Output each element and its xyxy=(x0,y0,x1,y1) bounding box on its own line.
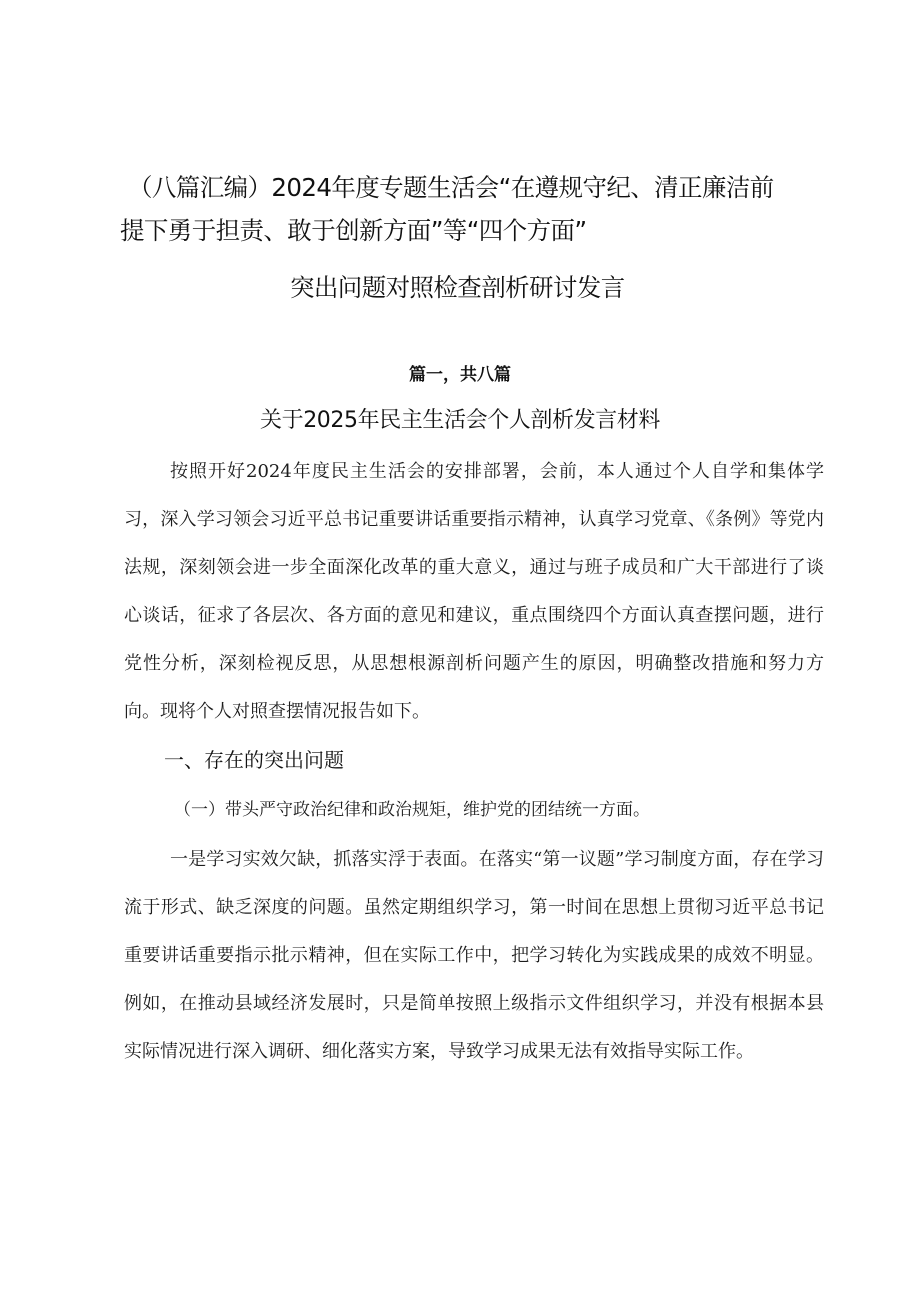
intro-paragraph: 按照开好2024年度民主生活会的安排部署，会前，本人通过个人自学和集体学习，深入学习领会习近平总书记重要讲话重要指示精神，认真学习党章、《条例》等党内法规，深刻领会进一步全面深化改革的重大意义，通过与班子成员和广大干部进行了谈心谈话，征求了各层次、各方面的意见和建议，重点围绕四个方面认真查摆问题，进行党性分析，深刻检视反思，从思想根源剖析问题产生的原因，明确整改措施和努力方向。现将个人对照查摆情况报告如下。 xyxy=(124,461,824,722)
body-paragraph-study-effectiveness: 一是学习实效欠缺，抓落实浮于表面。在落实“第一议题”学习制度方面，存在学习流于形式、缺乏深度的问题。虽然定期组织学习，第一时间在思想上贯彻习近平总书记重要讲话重要指示批示精神，但在实际工作中，把学习转化为实践成果的成效不明显。例如，在推动县域经济发展时，只是简单按照上级指示文件组织学习，并没有根据本县实际情况进行深入调研、细化落实方案，导致学习成果无法有效指导实际工作。 xyxy=(124,849,824,1062)
document-title xyxy=(120,166,820,309)
section-label: 篇一，共八篇 xyxy=(409,365,511,385)
title-line-2: 提下勇于担责、敢于创新方面”等“四个方面” xyxy=(120,216,587,245)
sub-heading-political-discipline: （一）带头严守政治纪律和政治规矩，维护党的团结统一方面。 xyxy=(174,800,650,820)
title-line-3: 突出问题对照检查剖析研讨发言 xyxy=(290,273,625,302)
title-line-1: （八篇汇编）2024年度专题生活会“在遵规守纪、清正廉洁前 xyxy=(128,173,774,202)
heading-existing-problems: 一、存在的突出问题 xyxy=(164,748,344,772)
document-subtitle: 关于2025年民主生活会个人剖析发言材料 xyxy=(260,408,660,433)
